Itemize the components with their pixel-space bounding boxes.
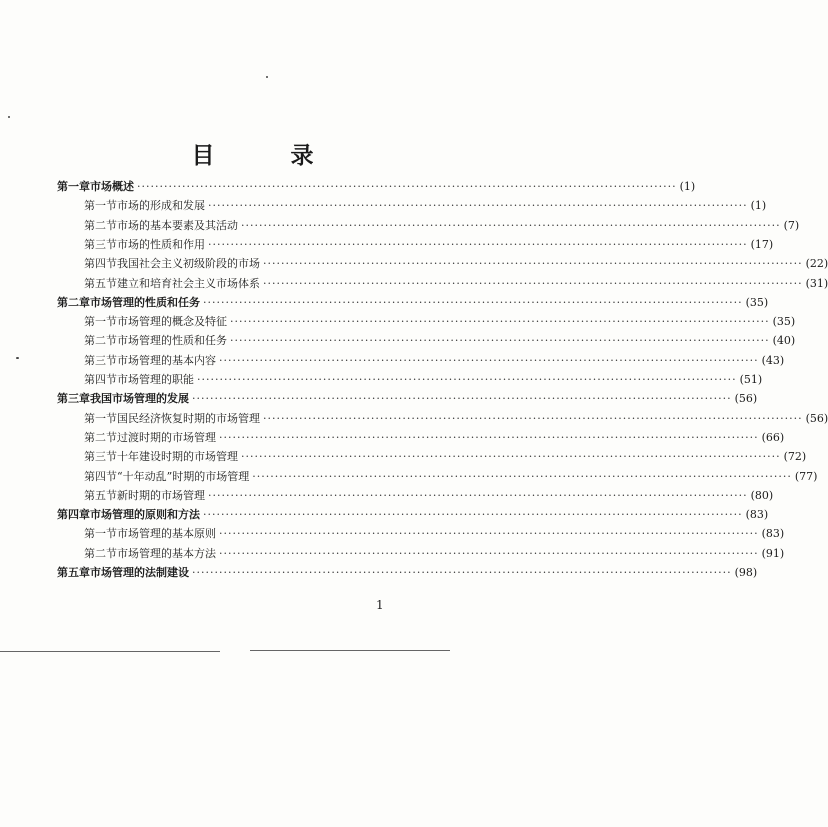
toc-entry-page: (31) xyxy=(805,277,828,290)
toc-section-entry xyxy=(84,469,818,485)
toc-section-entry xyxy=(84,546,785,562)
toc-entry-page: (98) xyxy=(734,566,758,579)
toc-chapter-entry xyxy=(57,179,696,195)
toc-entry-page: (1) xyxy=(679,180,696,193)
toc-entry-title: 市场概述 xyxy=(90,180,134,193)
toc-entry-title: 十年建设时期的市场管理 xyxy=(117,450,238,463)
toc-section-entry xyxy=(84,526,785,542)
scan-speck xyxy=(266,76,268,78)
toc-entry-page: (43) xyxy=(761,354,785,367)
toc-entry-page: (1) xyxy=(750,199,767,212)
toc-entry-title: 市场管理的性质和任务 xyxy=(90,296,200,309)
toc-entry-number: 第一节 xyxy=(84,527,117,540)
toc-entry-title: 市场的形成和发展 xyxy=(117,199,205,212)
toc-entry-title: 过渡时期的市场管理 xyxy=(117,431,216,444)
toc-entry-title: 市场管理的基本方法 xyxy=(117,547,216,560)
toc-entry-page: (77) xyxy=(794,470,818,483)
toc-entry-title: 市场管理的原则和方法 xyxy=(90,508,200,521)
toc-entry-page: (22) xyxy=(805,257,828,270)
scan-speck xyxy=(8,116,10,118)
toc-entry-title: 市场管理的基本原则 xyxy=(117,527,216,540)
toc-entry-page: (40) xyxy=(772,334,796,347)
toc-section-entry xyxy=(84,256,828,272)
toc-entry-title: 我国市场管理的发展 xyxy=(90,392,189,405)
toc-leader-dots: ························································································································ xyxy=(197,373,737,386)
scan-speck xyxy=(16,357,19,359)
toc-section-entry xyxy=(84,353,785,369)
toc-leader-dots: ························································································································ xyxy=(203,296,743,309)
toc-entry-page: (7) xyxy=(783,219,800,232)
toc-leader-dots: ························································································································ xyxy=(192,566,732,579)
toc-entry-title: 市场管理的法制建设 xyxy=(90,566,189,579)
toc-entry-title: 市场管理的概念及特征 xyxy=(117,315,227,328)
toc-entry-number: 第二节 xyxy=(84,431,117,444)
toc-section-entry xyxy=(84,488,774,504)
toc-leader-dots: ························································································································ xyxy=(241,219,781,232)
toc-entry-number: 第五章 xyxy=(57,566,90,579)
toc-entry-title: “十年动乱”时期的市场管理 xyxy=(117,470,250,483)
toc-entry-number: 第二节 xyxy=(84,334,117,347)
toc-entry-number: 第四章 xyxy=(57,508,90,521)
page-number: 1 xyxy=(376,598,384,612)
toc-leader-dots: ························································································································ xyxy=(203,508,743,521)
toc-leader-dots: ························································································································ xyxy=(219,547,759,560)
toc-entry-title: 市场管理的性质和任务 xyxy=(117,334,227,347)
toc-entry-number: 第四节 xyxy=(84,470,117,483)
toc-entry-title: 新时期的市场管理 xyxy=(117,489,205,502)
page-title: 目 录 xyxy=(191,143,348,169)
toc-entry-title: 市场的基本要素及其活动 xyxy=(117,219,238,232)
toc-entry-page: (35) xyxy=(745,296,769,309)
toc-chapter-entry xyxy=(57,295,769,311)
toc-leader-dots: ························································································································ xyxy=(263,412,803,425)
toc-chapter-entry xyxy=(57,391,758,407)
toc-leader-dots: ························································································································ xyxy=(219,527,759,540)
toc-entry-number: 第二节 xyxy=(84,547,117,560)
toc-leader-dots: ························································································································ xyxy=(230,334,770,347)
toc-entry-number: 第四节 xyxy=(84,373,117,386)
toc-leader-dots: ························································································································ xyxy=(192,392,732,405)
toc-entry-number: 第三章 xyxy=(57,392,90,405)
toc-section-entry xyxy=(84,314,796,330)
toc-section-entry xyxy=(84,333,796,349)
toc-leader-dots: ························································································································ xyxy=(208,489,748,502)
toc-section-entry xyxy=(84,218,800,234)
toc-entry-number: 第一章 xyxy=(57,180,90,193)
toc-entry-page: (80) xyxy=(750,489,774,502)
toc-leader-dots: ························································································································ xyxy=(252,470,792,483)
scan-line xyxy=(0,651,220,652)
toc-leader-dots: ························································································································ xyxy=(263,257,803,270)
toc-leader-dots: ························································································································ xyxy=(263,277,803,290)
toc-entry-title: 市场管理的职能 xyxy=(117,373,194,386)
toc-entry-number: 第三节 xyxy=(84,238,117,251)
toc-entry-title: 建立和培育社会主义市场体系 xyxy=(117,277,260,290)
toc-entry-page: (66) xyxy=(761,431,785,444)
toc-section-entry xyxy=(84,198,767,214)
toc-chapter-entry xyxy=(57,565,758,581)
toc-leader-dots: ························································································································ xyxy=(219,354,759,367)
toc-leader-dots: ························································································································ xyxy=(208,199,748,212)
toc-section-entry xyxy=(84,237,774,253)
toc-section-entry xyxy=(84,276,828,292)
toc-entry-number: 第二章 xyxy=(57,296,90,309)
toc-entry-number: 第五节 xyxy=(84,277,117,290)
toc-entry-number: 第三节 xyxy=(84,450,117,463)
toc-entry-title: 国民经济恢复时期的市场管理 xyxy=(117,412,260,425)
toc-entry-page: (91) xyxy=(761,547,785,560)
toc-entry-number: 第一节 xyxy=(84,199,117,212)
toc-entry-page: (51) xyxy=(739,373,763,386)
toc-leader-dots: ························································································································ xyxy=(241,450,781,463)
toc-entry-title: 市场的性质和作用 xyxy=(117,238,205,251)
toc-entry-page: (56) xyxy=(805,412,828,425)
toc-leader-dots: ························································································································ xyxy=(230,315,770,328)
toc-entry-page: (56) xyxy=(734,392,758,405)
toc-entry-number: 第三节 xyxy=(84,354,117,367)
toc-entry-page: (72) xyxy=(783,450,807,463)
toc-entry-page: (35) xyxy=(772,315,796,328)
toc-leader-dots: ························································································································ xyxy=(137,180,677,193)
toc-section-entry xyxy=(84,372,763,388)
toc-entry-number: 第一节 xyxy=(84,315,117,328)
toc-entry-page: (83) xyxy=(761,527,785,540)
toc-entry-number: 第五节 xyxy=(84,489,117,502)
toc-entry-number: 第四节 xyxy=(84,257,117,270)
toc-entry-page: (83) xyxy=(745,508,769,521)
toc-section-entry xyxy=(84,449,807,465)
toc-section-entry xyxy=(84,430,785,446)
toc-entry-number: 第二节 xyxy=(84,219,117,232)
toc-section-entry xyxy=(84,411,828,427)
toc-chapter-entry xyxy=(57,507,769,523)
toc-entry-page: (17) xyxy=(750,238,774,251)
toc-entry-title: 市场管理的基本内容 xyxy=(117,354,216,367)
toc-leader-dots: ························································································································ xyxy=(219,431,759,444)
scan-line xyxy=(250,650,450,651)
toc-entry-number: 第一节 xyxy=(84,412,117,425)
toc-leader-dots: ························································································································ xyxy=(208,238,748,251)
toc-entry-title: 我国社会主义初级阶段的市场 xyxy=(117,257,260,270)
